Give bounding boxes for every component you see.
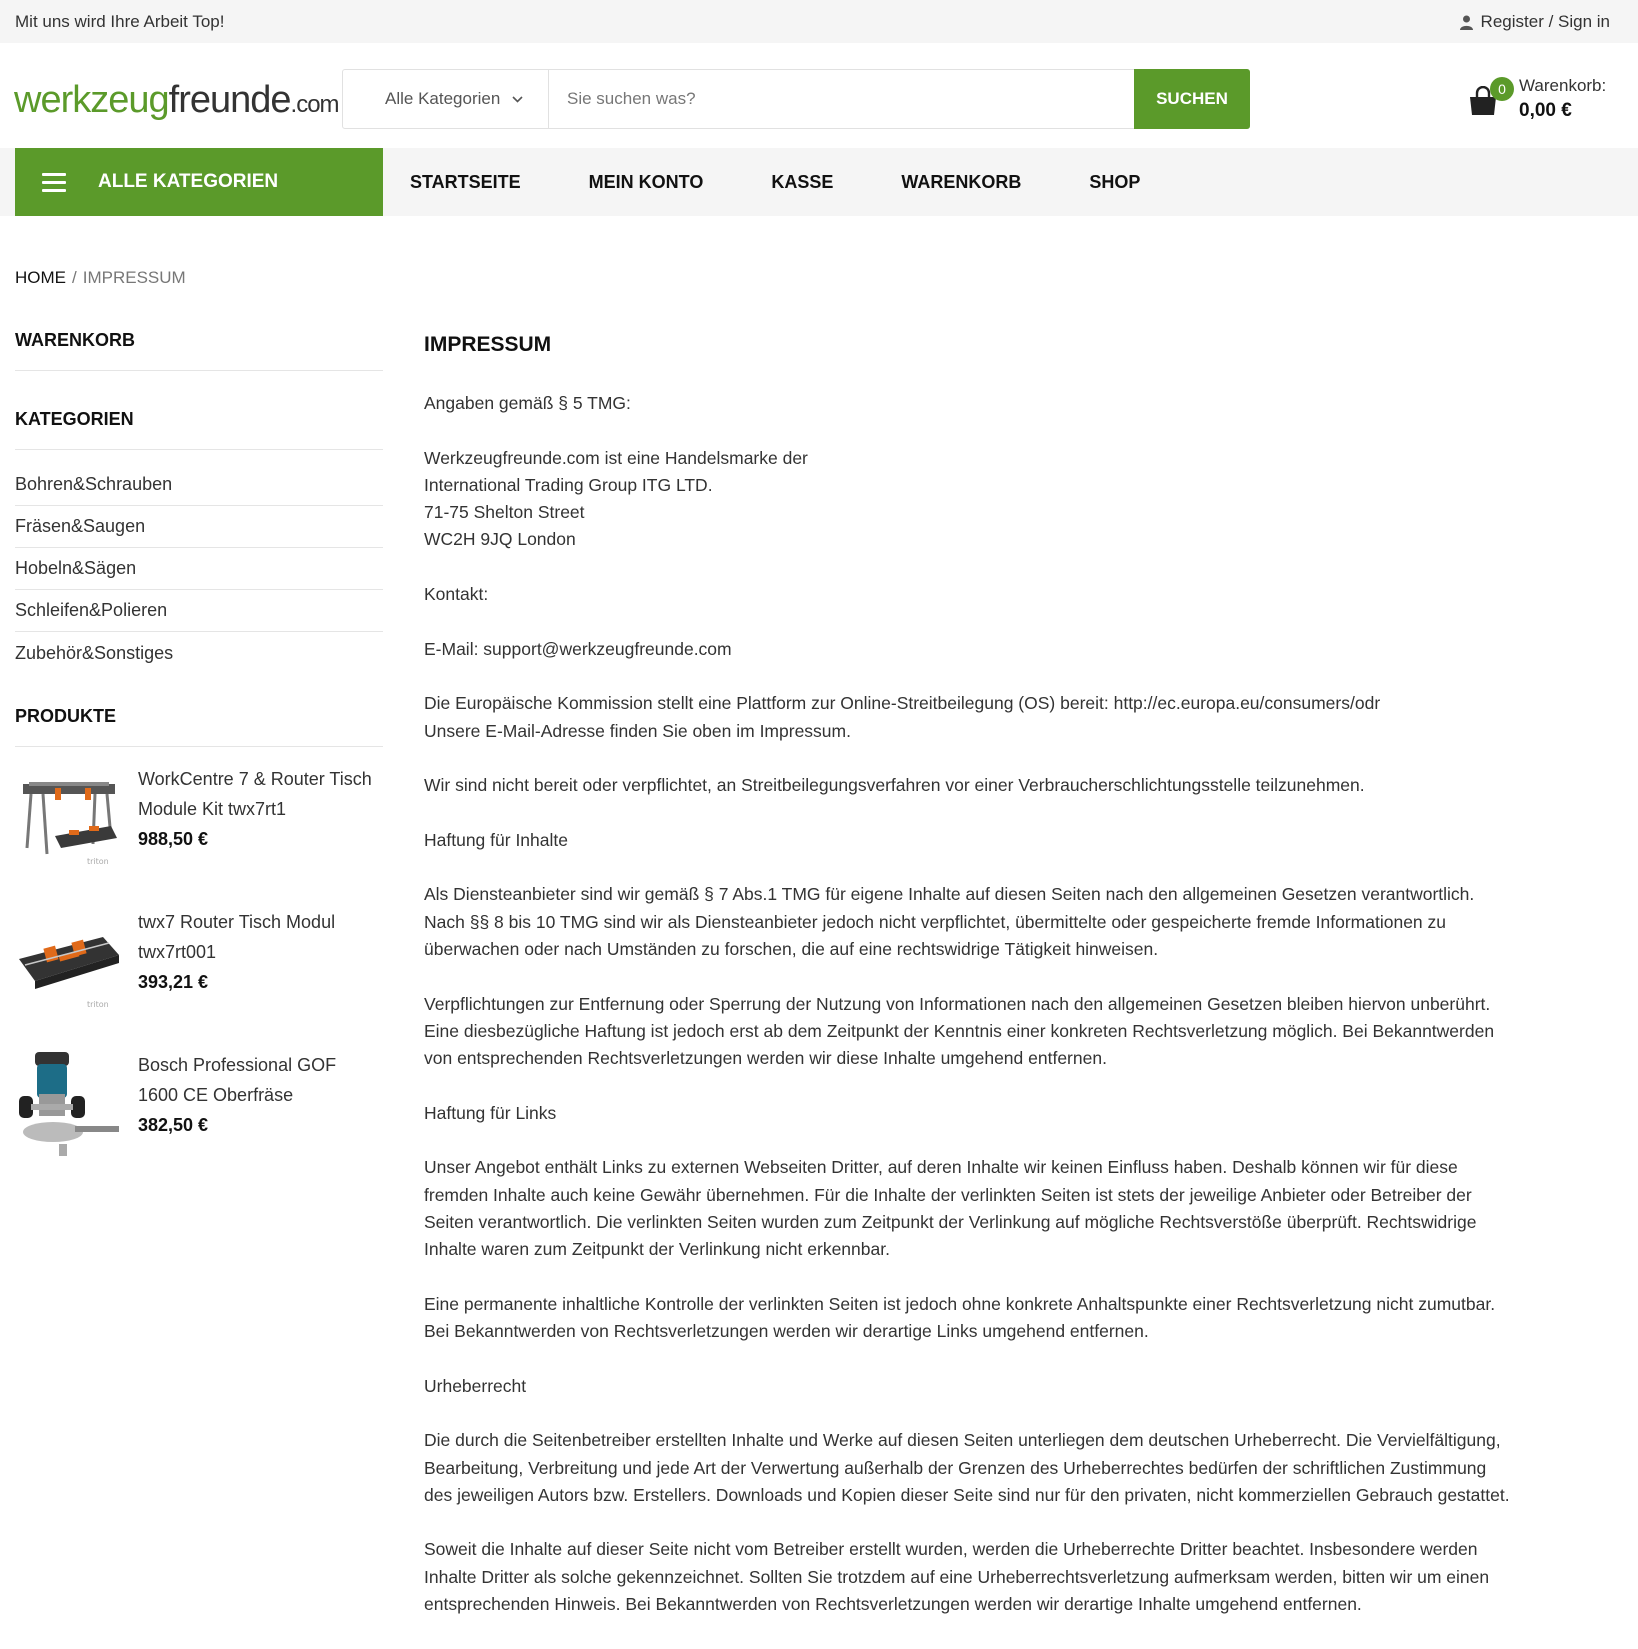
search-button[interactable]: SUCHEN [1134,69,1250,129]
product-image-router-table [15,907,123,1015]
user-icon [1460,15,1473,30]
category-link-fraesen-saugen[interactable] [15,506,383,548]
impressum-paragraph: Angaben gemäß § 5 TMG: [424,393,631,413]
impressum-paragraph: Verpflichtungen zur Entfernung oder Sperrung der Nutzung von Informationen nach den allgemeinen Gesetzen bleiben hiervon unberührt. Eine diesbezügliche Haftung ist jedoch erst ab dem Zeitpunkt der Kenntnis einer konkreten Rechtsverletzung möglich. Bei Bekanntwerden von entsprechenden Rechtsverletzungen werden wir diese Inhalte umgehend entfernen. [424,993,1495,1069]
site-header [0,43,1638,148]
category-link-zubehoer-sonstiges[interactable] [15,632,383,674]
search-bar [342,69,1250,129]
category-label: Hobeln&Sägen [15,558,137,578]
category-select[interactable] [343,70,549,128]
impressum-text [424,390,1614,1618]
svg-text:triton: triton [87,857,109,866]
product-price: 988,50 € [138,829,209,849]
product-info [138,907,378,997]
impressum-paragraph: Unser Angebot enthält Links zu externen Webseiten Dritter, auf deren Inhalte wir keinen Einfluss haben. Deshalb können wir für diese fremden Inhalte auch keine Gewähr übernehmen. Für die Inhalte der verlinkten Seiten ist stets der jeweilige Anbieter oder Betreiber der Seiten verantwortlich. Die verlinkten Seiten wurden zum Zeitpunkt der Verlinkung auf mögliche Rechtsverstöße überprüft. Rechtswidrige Inhalte waren zum Zeitpunkt der Verlinkung nicht erkennbar. [424,1157,1477,1260]
category-link-bohren-schrauben[interactable] [15,464,383,506]
divider [15,746,383,747]
logo-part-freunde: freunde [168,79,291,121]
impressum-paragraph: Als Diensteanbieter sind wir gemäß § 7 Abs.1 TMG für eigene Inhalte auf diesen Seiten nach den allgemeinen Gesetzen verantwortlich. Nach §§ 8 bis 10 TMG sind wir als Diensteanbieter jedoch nicht verpflichtet, übermittelte oder gespeicherte fremde Informationen zu überwachen oder nach Umständen zu forschen, die auf eine rechtswidrige Tätigkeit hinweisen. [424,884,1475,959]
impressum-paragraph: Wir sind nicht bereit oder verpflichtet, an Streitbeilegungsverfahren vor einer Verbraucherschlichtungsstelle teilzunehmen. [424,775,1365,796]
hamburger-menu-icon [42,173,66,192]
impressum-paragraph: E-Mail: support@werkzeugfreunde.com [424,638,732,659]
impressum-paragraph: Soweit die Inhalte auf dieser Seite nicht vom Betreiber erstellt wurden, werden die Urheberrechte Dritter beachtet. Insbesondere werden Inhalte Dritter als solche gekennzeichnet. Sollten Sie trotzdem auf eine Urheberrechtsverletzung aufmerksam werden, bitten wir um einen entsprechenden Hinweis. Bei Bekanntwerden von Rechtsverletzungen werden wir derartige Inhalte umgehend entfernen. [424,1539,1490,1615]
impressum-paragraph: Eine permanente inhaltliche Kontrolle der verlinkten Seiten ist jedoch ohne konkrete Anhaltspunkte einer Rechtsverletzung nicht zumutbar. Bei Bekanntwerden von Rechtsverletzungen werden wir derartige Links umgehend entfernen. [424,1293,1496,1342]
product-name[interactable]: Bosch Professional GOF 1600 CE Oberfräse [138,1055,337,1105]
product-item[interactable] [15,764,383,874]
top-bar [0,0,1638,43]
category-list [15,464,383,674]
category-label: Schleifen&Polieren [15,600,168,620]
sidebar-products-heading: PRODUKTE [15,706,117,726]
impressum-paragraph: Urheberrecht [424,1375,527,1396]
nav-item-warenkorb[interactable]: WARENKORB [901,171,1022,192]
breadcrumb-current: IMPRESSUM [82,268,186,287]
search-input[interactable] [553,78,1133,120]
all-categories-button[interactable] [15,148,383,216]
product-name[interactable]: twx7 Router Tisch Modul twx7rt001 [138,912,336,962]
all-categories-label: ALLE KATEGORIEN [98,171,279,192]
nav-item-shop[interactable]: SHOP [1089,171,1141,192]
cart-count-badge: 0 [1490,77,1514,101]
cart-label: Warenkorb: [1519,76,1607,95]
product-item[interactable] [15,1050,383,1160]
breadcrumb-home[interactable]: HOME [15,268,66,287]
sidebar-categories-heading: KATEGORIEN [15,409,134,429]
nav-menu [410,148,1208,216]
page-title: IMPRESSUM [424,333,552,356]
product-image-workcentre [15,764,123,872]
register-signin-link[interactable] [1460,12,1610,32]
product-name[interactable]: WorkCentre 7 & Router Tisch Module Kit twx7rt1 [138,769,372,819]
sidebar [15,330,383,1184]
main-navigation [0,148,1638,216]
breadcrumb-separator: / [72,268,77,287]
divider [15,370,383,371]
category-label: Bohren&Schrauben [15,474,173,494]
logo-part-com: .com [290,91,339,118]
nav-item-mein-konto[interactable]: MEIN KONTO [588,171,704,192]
product-price: 382,50 € [138,1115,209,1135]
nav-item-startseite[interactable]: STARTSEITE [410,171,521,192]
product-info [138,764,378,854]
impressum-paragraph: Die durch die Seitenbetreiber erstellten Inhalte und Werke auf diesen Seiten unterliegen dem deutschen Urheberrecht. Die Vervielfältigung, Bearbeitung, Verbreitung und jede Art der Verwertung außerhalb der Grenzen des Urheberrechtes bedürfen der schriftlichen Zustimmung des jeweiligen Autors bzw. Erstellers. Downloads und Kopien dieser Seite sind nur für den privaten, nicht kommerziellen Gebrauch gestattet. [424,1430,1510,1505]
category-link-schleifen-polieren[interactable] [15,590,383,632]
breadcrumb [15,268,186,288]
register-signin-label: Register / Sign in [1480,12,1610,31]
site-logo[interactable] [14,81,339,119]
category-label: Fräsen&Saugen [15,516,146,536]
category-link-hobeln-saegen[interactable] [15,548,383,590]
tagline: Mit uns wird Ihre Arbeit Top! [15,12,225,31]
impressum-paragraph: Die Europäische Kommission stellt eine Plattform zur Online-Streitbeilegung (OS) bereit: http://ec.europa.eu/consumers/odr Unsere E-Mail-Adresse finden Sie oben im Impressum. [424,693,1381,741]
cart-total: 0,00 € [1519,100,1572,121]
category-label: Zubehör&Sonstiges [15,642,174,663]
chevron-down-icon [512,96,523,103]
product-price: 393,21 € [138,972,209,992]
impressum-content [424,333,1614,1646]
impressum-paragraph: Haftung für Links [424,1102,557,1123]
nav-item-kasse[interactable]: KASSE [771,171,834,192]
logo-part-werkzeug: werkzeug [14,79,169,121]
impressum-paragraph: Werkzeugfreunde.com ist eine Handelsmarke der International Trading Group ITG LTD. 71-75 Shelton Street WC2H 9JQ London [424,447,808,550]
product-list [15,764,383,1184]
divider [15,449,383,450]
impressum-paragraph: Kontakt: [424,584,489,605]
svg-text:triton: triton [87,1000,109,1009]
product-image-bosch-router [15,1050,123,1158]
product-info [138,1050,378,1140]
sidebar-cart-heading: WARENKORB [15,330,135,350]
product-item[interactable] [15,907,383,1017]
impressum-paragraph: Haftung für Inhalte [424,829,568,850]
category-select-label: Alle Kategorien [385,89,501,108]
